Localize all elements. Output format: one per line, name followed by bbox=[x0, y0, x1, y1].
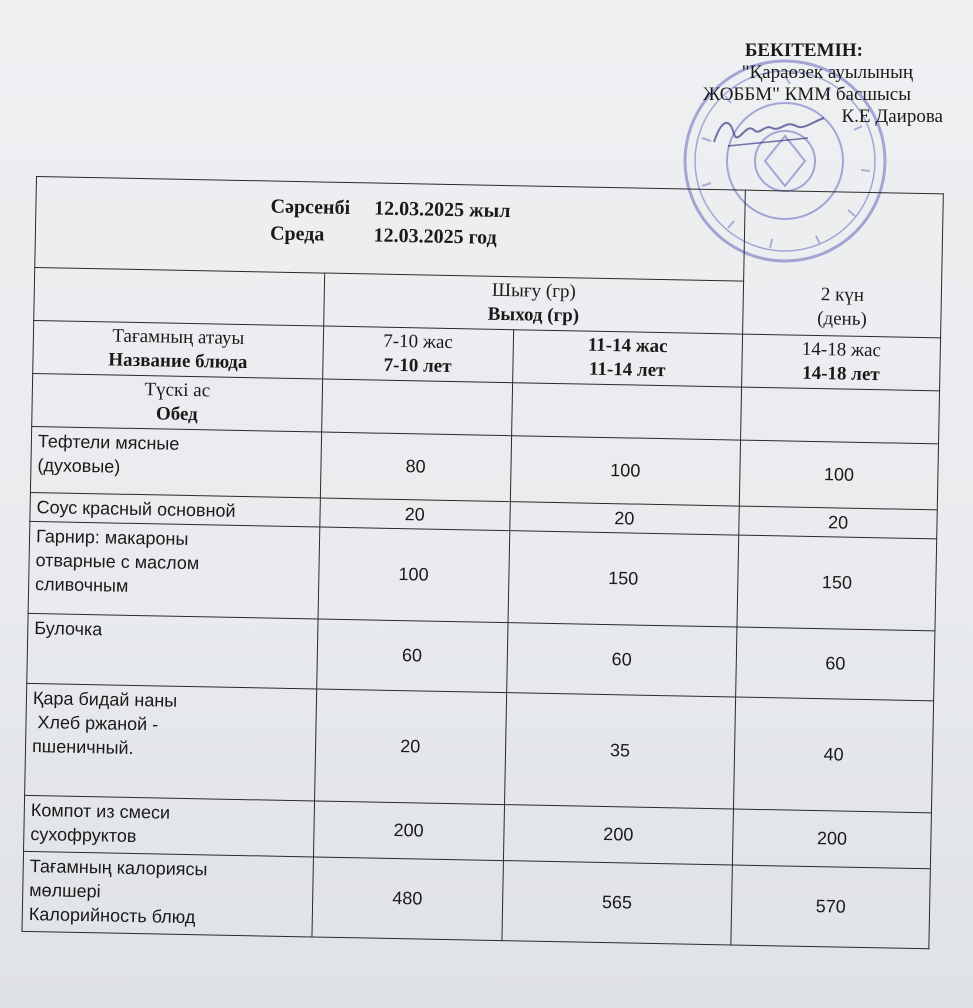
table-row bbox=[28, 521, 937, 630]
output-header bbox=[323, 273, 743, 334]
portion-11-14: 100 bbox=[510, 436, 741, 506]
approval-title: БЕКІТЕМІН: bbox=[744, 40, 863, 61]
portion-7-10: 20 bbox=[320, 498, 510, 531]
calories-14-18: 570 bbox=[731, 865, 930, 949]
menu-table bbox=[21, 176, 943, 949]
approval-line-3: К.Е Даирова bbox=[841, 106, 943, 127]
calories-11-14: 565 bbox=[501, 861, 732, 945]
empty-cell bbox=[34, 267, 325, 326]
approval-block bbox=[703, 40, 943, 128]
date-header bbox=[35, 177, 746, 282]
age-11-14-header: 11-14 жас 11-14 лет bbox=[512, 330, 743, 387]
portion-14-18: 100 bbox=[739, 440, 938, 510]
portion-14-18: 200 bbox=[733, 809, 932, 869]
portion-7-10: 20 bbox=[314, 689, 506, 805]
calories-7-10: 480 bbox=[312, 857, 503, 941]
portion-7-10: 100 bbox=[318, 527, 509, 623]
table-row bbox=[25, 683, 934, 812]
dish-name: Компот из смеси сухофруктов bbox=[24, 795, 315, 857]
dish-name: Тағамның калориясы мөлшері Калорийность блюд bbox=[22, 851, 313, 937]
portion-14-18: 20 bbox=[739, 506, 937, 539]
age-7-10-header: 7-10 жас 7-10 лет bbox=[322, 326, 513, 383]
date-kz: 12.03.2025 жыл bbox=[373, 197, 511, 223]
portion-11-14: 60 bbox=[506, 623, 737, 697]
portion-7-10: 200 bbox=[313, 801, 504, 861]
portion-11-14: 200 bbox=[503, 805, 734, 865]
age-14-18-header: 14-18 жас 14-18 лет bbox=[742, 334, 941, 391]
table-row bbox=[22, 851, 930, 948]
dish-name: Гарнир: макароны отварные с маслом сливочным bbox=[28, 521, 319, 619]
day-number-kz: 2 күн bbox=[820, 284, 865, 306]
meal-label: Түскі ас Обед bbox=[32, 373, 323, 432]
portion-14-18: 40 bbox=[734, 697, 934, 813]
dish-name: Тефтели мясные (духовые) bbox=[30, 426, 321, 498]
dish-name: Қара бидай наны Хлеб ржаной - пшеничный. bbox=[25, 683, 317, 801]
date-ru: 12.03.2025 год bbox=[373, 224, 497, 249]
output-kz: Шығу (гр) bbox=[491, 279, 577, 303]
approval-line-2: ЖОББМ" КММ басшысы bbox=[703, 84, 911, 105]
portion-11-14: 20 bbox=[509, 502, 739, 535]
dish-name: Булочка bbox=[27, 613, 318, 689]
day-number-ru: (день) bbox=[817, 308, 867, 330]
weekday-kz: Сәрсенбі bbox=[270, 195, 351, 220]
portion-7-10: 80 bbox=[320, 432, 511, 502]
portion-7-10: 60 bbox=[316, 619, 507, 693]
portion-14-18: 150 bbox=[737, 535, 937, 631]
dish-name: Соус красный основной bbox=[30, 492, 320, 527]
approval-line-1: "Қараөзек ауылының bbox=[741, 62, 913, 83]
dish-name-header: Тағамның атауы Название блюда bbox=[33, 320, 324, 379]
portion-14-18: 60 bbox=[736, 627, 935, 701]
weekday-ru: Среда bbox=[269, 222, 325, 246]
output-ru: Выход (гр) bbox=[487, 303, 580, 327]
portion-11-14: 35 bbox=[504, 693, 736, 809]
day-number bbox=[743, 190, 944, 338]
portion-11-14: 150 bbox=[508, 531, 739, 627]
